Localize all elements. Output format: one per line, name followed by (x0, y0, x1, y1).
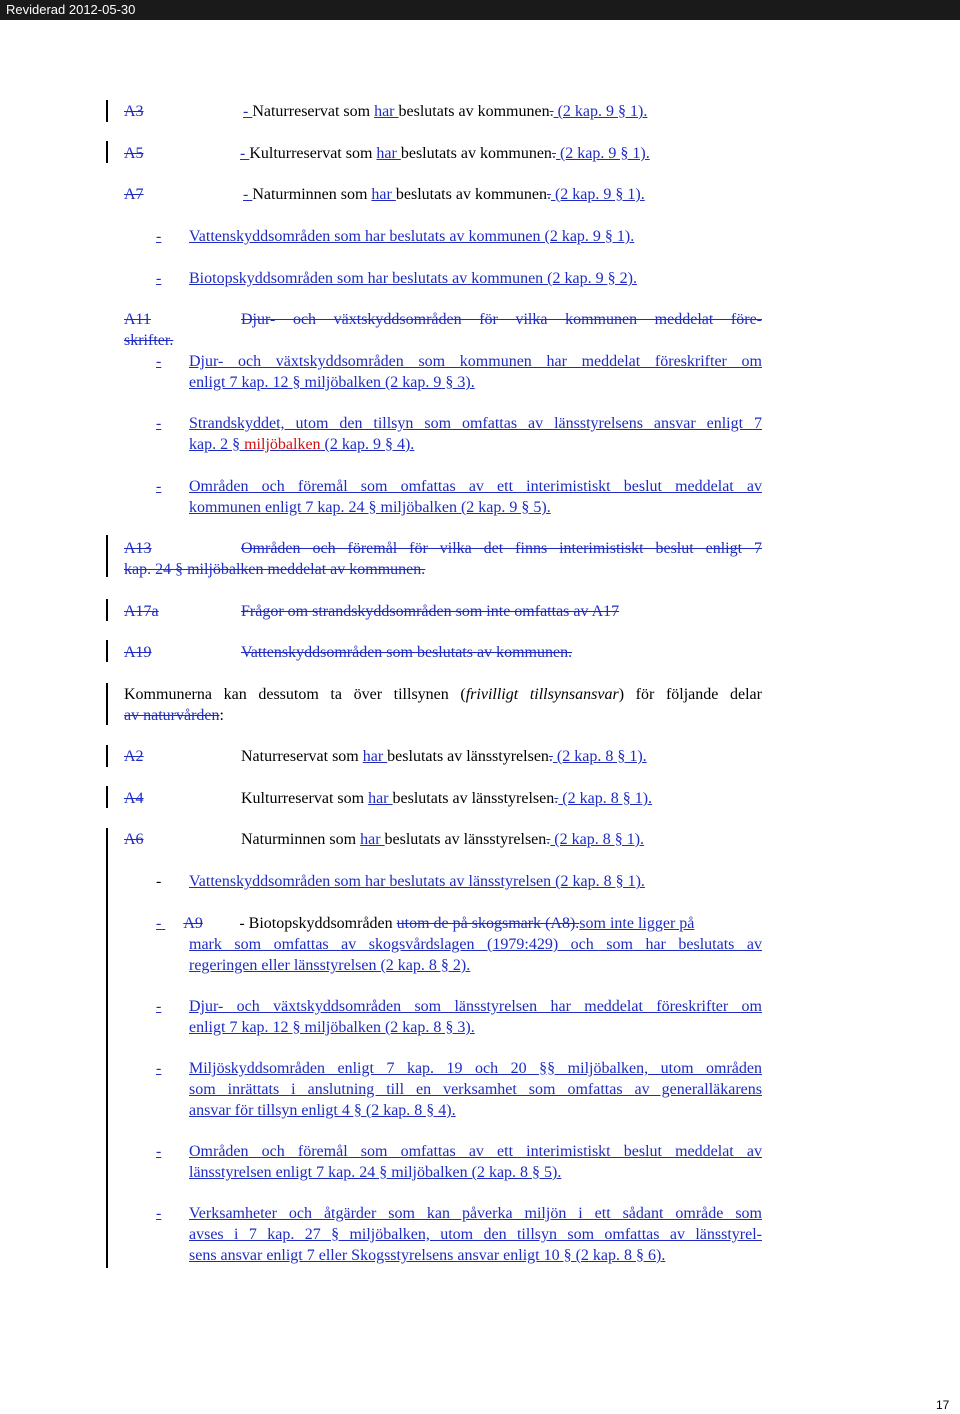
item-a19-text: Vattenskyddsområden som beslutats av kommunen. (241, 644, 573, 661)
item-a4-text: Kulturreservat som har beslutats av länsstyrelsen. (2 kap. 8 § 1). (241, 790, 653, 807)
item-a11-line2: skrifter. (124, 332, 174, 349)
bullet-dash: - (156, 873, 162, 890)
inserted-text: har (371, 186, 396, 203)
dash: - (243, 186, 253, 203)
item-djurskydd-kommun-line2: enligt 7 kap. 12 § miljöbalken (2 kap. 9 § 3). (189, 374, 475, 391)
change-bar (106, 640, 108, 662)
bullet-dash: - (156, 415, 162, 432)
change-bar (106, 786, 108, 808)
revision-header (0, 0, 960, 20)
inserted-text: (2 kap. 8 § 1). (552, 748, 647, 765)
deleted-text: av naturvården (124, 707, 220, 724)
item-djurskydd-lst-line1: Djur- och växtskyddsområden som länsstyrelsen har meddelat föreskrifter om (189, 998, 762, 1015)
item-code-a4: A4 (124, 790, 144, 807)
page-number: 17 (936, 1398, 950, 1412)
deleted-text: . (548, 748, 553, 765)
item-code-a3: A3 (124, 103, 144, 120)
item-a7-text: - Naturminnen som har beslutats av kommunen. (2 kap. 9 § 1). (243, 186, 645, 203)
item-code-a2: A2 (124, 748, 144, 765)
inserted-text: (2 kap. 8 § 1). (558, 790, 653, 807)
item-interimistiskt-lst-line2: länsstyrelsen enligt 7 kap. 24 § miljöbalken (2 kap. 8 § 5). (189, 1164, 562, 1181)
item-interimistiskt-lst-line1: Områden och föremål som omfattas av ett interimistiskt beslut meddelat av (189, 1143, 762, 1160)
change-bar (106, 141, 108, 163)
item-miljoskydd-line2: som inrättats i anslutning till en verksamhet som omfattas av generalläkarens (189, 1081, 762, 1098)
inserted-text: (2 kap. 9 § 1). (555, 145, 650, 162)
deleted-text: . (551, 145, 556, 162)
paragraph-line2: av naturvården: (124, 707, 224, 724)
inserted-text: har (376, 145, 401, 162)
item-a9-line1: - A9 - Biotopskyddsområden utom de på skogsmark (A8).som inte ligger på (156, 915, 695, 932)
item-miljoskydd-line1: Miljöskyddsområden enligt 7 kap. 19 och 20 §§ miljöbalken, utom områden (189, 1060, 762, 1077)
item-code-a5: A5 (124, 145, 144, 162)
item-a2-text: Naturreservat som har beslutats av länsstyrelsen. (2 kap. 8 § 1). (241, 748, 647, 765)
item-djurskydd-lst-line2: enligt 7 kap. 12 § miljöbalken (2 kap. 8 § 3). (189, 1019, 475, 1036)
bullet-dash: - (156, 1205, 162, 1222)
item-a6-text: Naturminnen som har beslutats av länsstyrelsen. (2 kap. 8 § 1). (241, 831, 645, 848)
item-a5-text: - Kulturreservat som har beslutats av kommunen. (2 kap. 9 § 1). (240, 145, 650, 162)
inserted-text: har (374, 103, 399, 120)
item-verksamheter-line3: sens ansvar enligt 7 eller Skogsstyrelsens ansvar enligt 10 § (2 kap. 8 § 6). (189, 1247, 666, 1264)
inserted-text: har (368, 790, 393, 807)
item-code-a6: A6 (124, 831, 144, 848)
item-code-a13: A13 (124, 540, 152, 557)
item-code-a9: A9 (183, 915, 203, 932)
item-verksamheter-line2: avses i 7 kap. 27 § miljöbalken, utom den tillsyn som omfattas av länsstyrel- (189, 1226, 762, 1243)
item-strandskydd-line2: kap. 2 § miljöbalken (2 kap. 9 § 4). (189, 436, 415, 453)
deleted-text: utom de på skogsmark (A8). (396, 915, 580, 932)
inserted-text: har (360, 831, 385, 848)
item-interimistiskt-kommun-line2: kommunen enligt 7 kap. 24 § miljöbalken (2 kap. 9 § 5). (189, 499, 551, 516)
inserted-text: (2 kap. 9 § 1). (553, 103, 648, 120)
item-interimistiskt-kommun-line1: Områden och föremål som omfattas av ett interimistiskt beslut meddelat av (189, 478, 762, 495)
item-djurskydd-kommun-line1: Djur- och växtskyddsområden som kommunen har meddelat föreskrifter om (189, 353, 762, 370)
item-code-a7: A7 (124, 186, 144, 203)
item-biotopskydd-kommun: Biotopskyddsområden som har beslutats av kommunen (2 kap. 9 § 2). (189, 270, 637, 287)
item-verksamheter-line1: Verksamheter och åtgärder som kan påverka miljön i ett sådant område som (189, 1205, 762, 1222)
item-code-a11: A11 (124, 311, 151, 328)
change-bar (106, 100, 108, 122)
bullet-dash: - (156, 228, 162, 245)
item-a13-line1: Områden och föremål för vilka det finns interimistiskt beslut enligt 7 (241, 540, 762, 557)
item-a9-line2: mark som omfattas av skogsvårdslagen (1979:429) och som har beslutats av (189, 936, 762, 953)
deleted-text: . (546, 186, 551, 203)
item-a17a-text: Frågor om strandskyddsområden som inte omfattas av A17 (241, 603, 620, 620)
red-text: miljöbalken (244, 436, 321, 453)
deleted-text: . (554, 790, 559, 807)
item-vattenskydd-lst: Vattenskyddsområden som har beslutats av länsstyrelsen (2 kap. 8 § 1). (189, 873, 645, 890)
bullet-dash: - (156, 1060, 162, 1077)
deleted-text: . (546, 831, 551, 848)
paragraph-line1: Kommunerna kan dessutom ta över tillsynen (frivilligt tillsynsansvar) för följande delar (124, 686, 762, 703)
item-code-a19: A19 (124, 644, 152, 661)
inserted-text: som inte ligger på (579, 915, 695, 932)
item-miljoskydd-line3: ansvar för tillsyn enligt 4 § (2 kap. 8 § 4). (189, 1102, 456, 1119)
bullet-dash: - (156, 270, 162, 287)
item-vattenskydd-kommun: Vattenskyddsområden som har beslutats av kommunen (2 kap. 9 § 1). (189, 228, 635, 245)
bullet-dash: - (156, 998, 162, 1015)
dash: - (240, 145, 250, 162)
bullet-dash: - (156, 1143, 162, 1160)
bullet-dash: - (156, 915, 162, 932)
change-bar (106, 599, 108, 621)
item-a9-line3: regeringen eller länsstyrelsen (2 kap. 8 § 2). (189, 957, 471, 974)
dash: - (243, 103, 253, 120)
item-code-a17a: A17a (124, 603, 159, 620)
inserted-text: har (362, 748, 388, 765)
deleted-text: . (549, 103, 554, 120)
item-a3-text: - Naturreservat som har beslutats av kommunen. (2 kap. 9 § 1). (243, 103, 648, 120)
revision-date: Reviderad 2012-05-30 (6, 2, 136, 17)
change-bar (106, 683, 108, 725)
item-a13-line2: kap. 24 § miljöbalken meddelat av kommunen. (124, 561, 426, 578)
inserted-text: (2 kap. 9 § 1). (550, 186, 645, 203)
item-a11-line1: Djur- och växtskyddsområden för vilka kommunen meddelat före- (241, 311, 762, 328)
bullet-dash: - (156, 353, 162, 370)
change-bar (106, 828, 108, 1268)
change-bar (106, 745, 108, 767)
bullet-dash: - (156, 478, 162, 495)
change-bar (106, 535, 108, 577)
item-strandskydd-line1: Strandskyddet, utom den tillsyn som omfattas av länsstyrelsens ansvar enligt 7 (189, 415, 762, 432)
underline-spacer (161, 914, 183, 934)
italic-term: frivilligt tillsynsansvar (465, 686, 619, 703)
inserted-text: (2 kap. 8 § 1). (550, 831, 645, 848)
